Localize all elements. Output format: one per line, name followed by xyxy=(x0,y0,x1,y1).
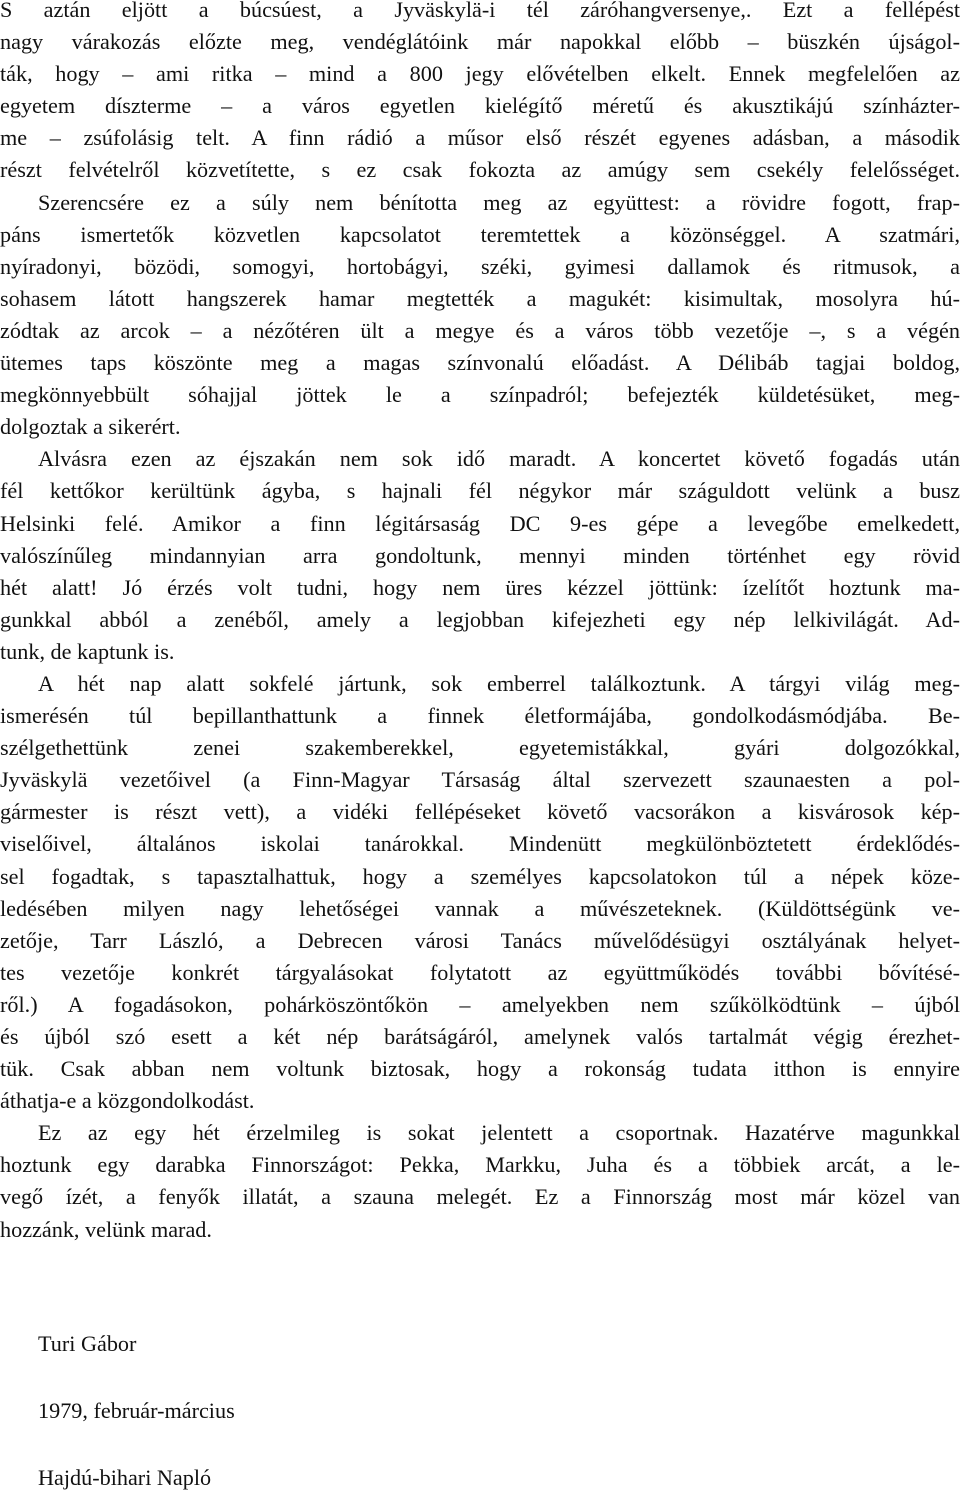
text-line: sohasem látott hangszerek hamar megtették a magukét: kisimultak, mosolyra hú- xyxy=(0,285,960,311)
text-line: dolgoztak a sikerért. xyxy=(0,414,181,440)
text-line: hét alatt! Jó érzés volt tudni, hogy nem üres kézzel jöttünk: ízelítőt hoztunk ma- xyxy=(0,574,960,600)
text-line: zódtak az arcok – a nézőtéren ült a megye és a város több vezetője –, s a végén xyxy=(0,317,960,343)
text-line: egyetem díszterme – a város egyetlen kielégítő méretű és akusztikájú színházter- xyxy=(0,93,960,119)
text-line: Jyväskylä vezetőivel (a Finn-Magyar Társaság által szervezett szaunaesten a pol- xyxy=(0,767,960,793)
source-publication: Hajdú-bihari Napló xyxy=(38,1465,212,1490)
text-line: páns ismertetők közvetlen kapcsolatot teremtettek a közönséggel. A szatmári, xyxy=(0,221,960,247)
text-line: gármester is részt vett), a vidéki fellépéseket követő vacsorákon a kisvárosok kép- xyxy=(0,799,960,825)
text-line: nagy várakozás előzte meg, vendéglátóink már napokkal előbb – büszkén újságol- xyxy=(0,29,960,55)
text-line: tük. Csak abban nem voltunk biztosak, hogy a rokonság tudata itthon is ennyire xyxy=(0,1056,960,1082)
text-line: részt felvételről közvetítette, s ez csak fokozta az amúgy sem csekély felelősséget. xyxy=(0,157,960,183)
text-line: ütemes taps köszönte meg a magas színvonalú előadást. A Délibáb tagjai boldog, xyxy=(0,350,960,376)
text-line: megkönnyebbült sóhajjal jöttek le a színpadról; befejezték küldetésüket, meg- xyxy=(0,382,960,408)
author-name: Turi Gábor xyxy=(38,1331,137,1356)
text-line: zetője, Tarr László, a Debrecen városi Tanács művelődésügyi osztályának helyet- xyxy=(0,927,960,953)
date-line: 1979, február-március xyxy=(38,1398,235,1423)
text-line: fél kettőkor kerültünk ágyba, s hajnali fél négykor már száguldott velünk a busz xyxy=(0,478,960,504)
text-line: ledésében milyen nagy lehetőségei vannak a művészeteknek. (Küldöttségünk ve- xyxy=(0,895,960,921)
text-line: sel fogadtak, s tapasztalhattuk, hogy a személyes kapcsolatokon túl a népek köze- xyxy=(0,863,960,889)
text-line: nyíradonyi, bözödi, somogyi, hortobágyi, széki, gyimesi dallamok és ritmusok, a xyxy=(0,253,960,279)
text-line: ről.) A fogadásokon, pohárköszöntőkön – amelyekben nem szűkölködtünk – újból xyxy=(0,991,960,1017)
text-line: valószínűleg mindannyian arra gondoltunk, mennyi minden történhet egy rövid xyxy=(0,542,960,568)
text-line: vegő ízét, a fenyők illatát, a szauna melegét. Ez a Finnország most már közel van xyxy=(0,1184,960,1210)
text-line: és újból szó esett a két nép barátságáról, amelynek valós tartalmát végig érezhet- xyxy=(0,1024,960,1049)
text-line: áthatja-e a közgondolkodást. xyxy=(0,1088,255,1114)
text-line: Helsinki felé. Amikor a finn légitársaság DC 9-es gépe a levegőbe emelkedett, xyxy=(0,510,960,536)
text-line: A hét nap alatt sokfelé jártunk, sok emberrel találkoztunk. A tárgyi világ meg- xyxy=(38,670,960,696)
text-line: szélgethettünk zenei szakemberekkel, egyetemistákkal, gyári dolgozókkal, xyxy=(0,735,960,761)
text-line: ismerésén túl bepillanthattunk a finnek életformájába, gondolkodásmódjába. Be- xyxy=(0,703,960,729)
text-line: viselőivel, általános iskolai tanárokkal. Mindenütt megkülönböztetett érdeklődés- xyxy=(0,831,960,857)
text-line: hoztunk egy darabka Finnországot: Pekka, Markku, Juha és a többiek arcát, a le- xyxy=(0,1152,960,1178)
text-line: S aztán eljött a búcsúest, a Jyväskylä-i tél záróhangversenye,. Ezt a fellépést xyxy=(0,0,960,22)
text-line: tunk, de kaptunk is. xyxy=(0,638,175,664)
text-line: me – zsúfolásig telt. A finn rádió a műsor első részét egyenes adásban, a második xyxy=(0,125,960,151)
text-line: Szerencsére ez a súly nem bénította meg az együttest: a rövidre fogott, frap- xyxy=(38,189,960,215)
text-line: ták, hogy – ami ritka – mind a 800 jegy elővételben elkelt. Ennek megfelelően az xyxy=(0,61,960,87)
text-line: gunkkal abból a zenéből, amely a legjobban kifejezheti egy nép lelkivilágát. Ad- xyxy=(0,606,960,632)
text-line: tes vezetője konkrét tárgyalásokat folytatott az együttműködés további bővítésé- xyxy=(0,959,960,985)
text-line: Alvásra ezen az éjszakán nem sok idő maradt. A koncertet követő fogadás után xyxy=(38,446,960,472)
text-line: hozzánk, velünk marad. xyxy=(0,1216,212,1242)
text-line: Ez az egy hét érzelmileg is sokat jelentett a csoportnak. Hazatérve magunkkal xyxy=(38,1120,960,1146)
